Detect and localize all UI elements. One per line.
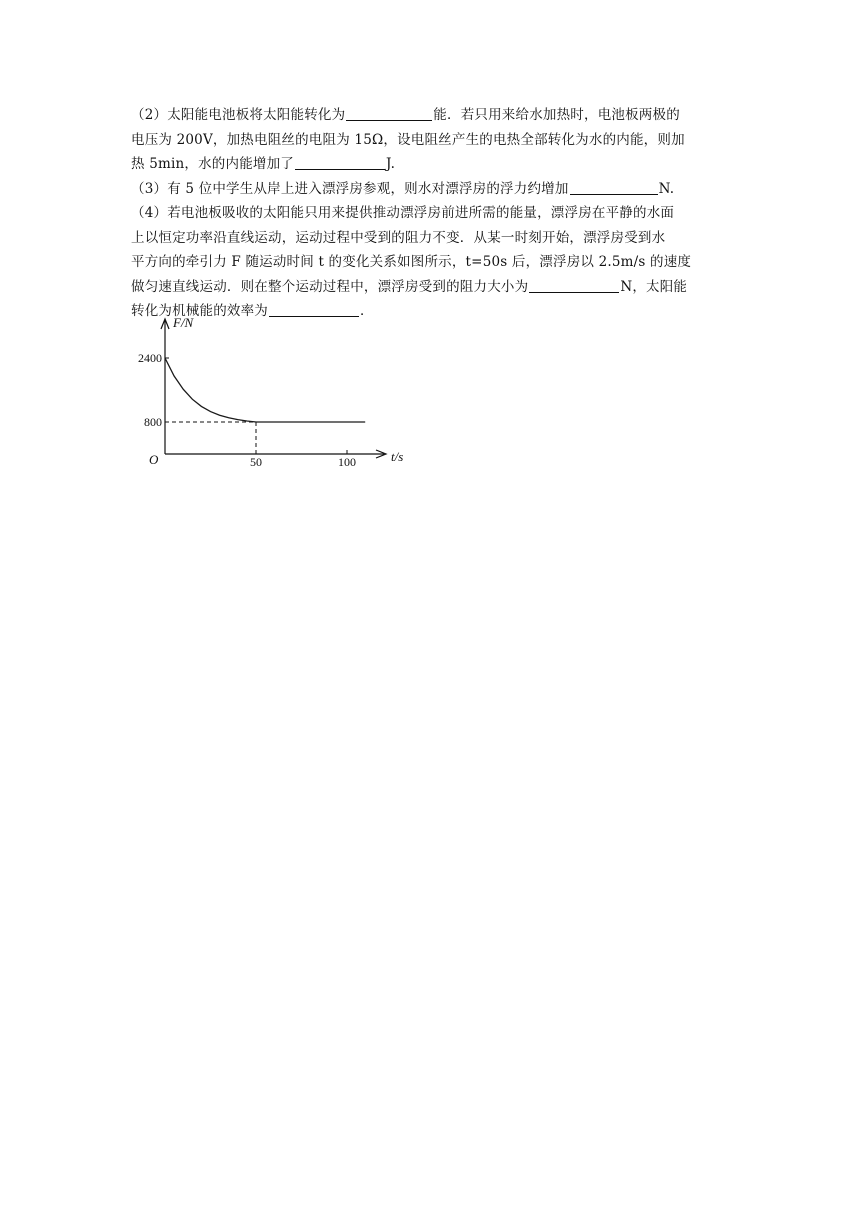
question-text: （4）若电池板吸收的太阳能只用来提供推动漂浮房前进所需的能量，漂浮房在平静的水面 bbox=[131, 205, 675, 221]
question-text: （3）有 5 位中学生从岸上进入漂浮房参观，则水对漂浮房的浮力约增加 bbox=[131, 180, 569, 197]
question-text: ． bbox=[360, 303, 374, 319]
series-line bbox=[165, 358, 365, 422]
question-block bbox=[131, 103, 735, 324]
question-text: 电压为 200V，加热电阻丝的电阻为 15Ω，设电阻丝产生的电热全部转化为水的内能，则加 bbox=[131, 131, 685, 148]
x-axis-label: t/s bbox=[391, 449, 404, 464]
question-text: 转化为机械能的效率为 bbox=[131, 303, 268, 319]
x-tick-label: 50 bbox=[250, 455, 262, 469]
question-line bbox=[131, 201, 735, 226]
force-time-chart bbox=[128, 313, 428, 473]
question-line bbox=[131, 103, 735, 128]
question-text: 能．若只用来给水加热时，电池板两极的 bbox=[433, 107, 680, 123]
question-line bbox=[131, 177, 735, 202]
answer-blank[interactable] bbox=[529, 277, 619, 293]
question-text: N. bbox=[658, 180, 675, 197]
y-tick-label: 800 bbox=[144, 415, 162, 429]
question-text: J. bbox=[386, 156, 396, 172]
y-tick-label: 2400 bbox=[138, 351, 162, 365]
origin-label: O bbox=[149, 452, 159, 467]
question-text: （2）太阳能电池板将太阳能转化为 bbox=[131, 107, 346, 123]
question-line bbox=[131, 152, 735, 177]
question-text: 平方向的牵引力 F 随运动时间 t 的变化关系如图所示，t=50s 后，漂浮房以 2.5m/s 的速度 bbox=[131, 254, 692, 270]
question-text: 上以恒定功率沿直线运动，运动过程中受到的阻力不变．从某一时刻开始，漂浮房受到水 bbox=[131, 229, 666, 246]
x-tick-label: 100 bbox=[338, 455, 356, 469]
question-text: 做匀速直线运动．则在整个运动过程中，漂浮房受到的阻力大小为 bbox=[131, 278, 529, 295]
question-text: 热 5min，水的内能增加了 bbox=[131, 156, 294, 172]
question-line bbox=[131, 128, 735, 153]
question-line bbox=[131, 275, 735, 300]
question-text: N，太阳能 bbox=[620, 278, 688, 295]
answer-blank[interactable] bbox=[570, 179, 658, 195]
question-line bbox=[131, 250, 735, 275]
answer-blank[interactable] bbox=[346, 105, 432, 121]
y-axis-label: F/N bbox=[173, 315, 194, 330]
question-line bbox=[131, 226, 735, 251]
answer-blank[interactable] bbox=[295, 154, 385, 170]
